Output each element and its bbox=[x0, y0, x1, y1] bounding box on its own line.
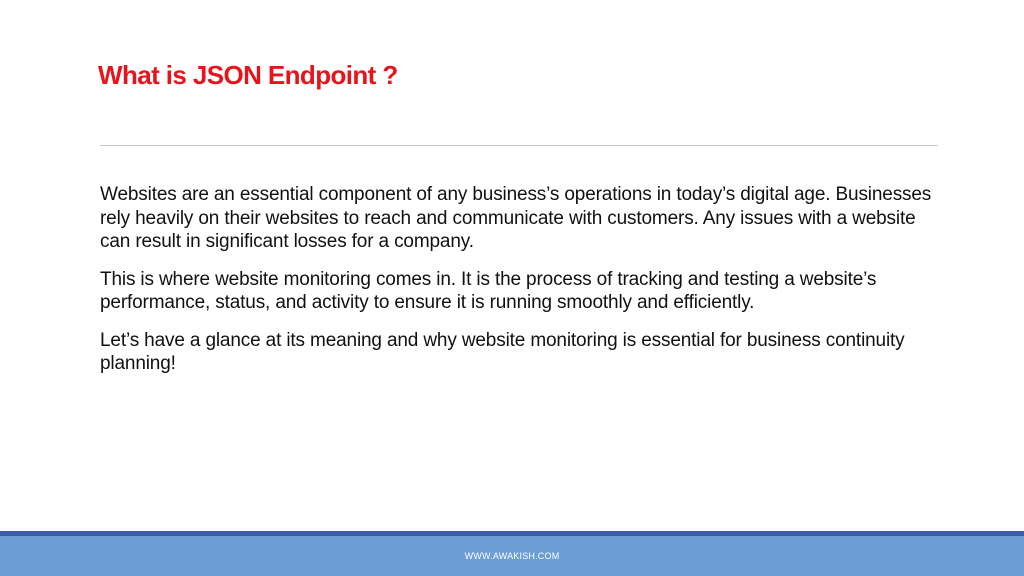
slide-body bbox=[100, 183, 940, 390]
paragraph-glance: Let’s have a glance at its meaning and why website monitoring is essential for business continuity planning! bbox=[100, 329, 905, 374]
footer-bar bbox=[0, 536, 1024, 576]
slide-title: What is JSON Endpoint ? bbox=[98, 60, 398, 90]
paragraph-monitoring: This is where website monitoring comes in. It is the process of tracking and testing a website’s performance, status, and activity to ensure it is running smoothly and efficiently. bbox=[100, 268, 877, 313]
paragraph-intro: Websites are an essential component of any business’s operations in today’s digital age. Businesses rely heavily on their websites to reach and communicate with customers. Any issues with a website can result in significant losses for a company. bbox=[100, 184, 932, 252]
title-divider bbox=[100, 145, 938, 146]
footer-website-text: WWW.AWAKISH.COM bbox=[464, 551, 560, 561]
